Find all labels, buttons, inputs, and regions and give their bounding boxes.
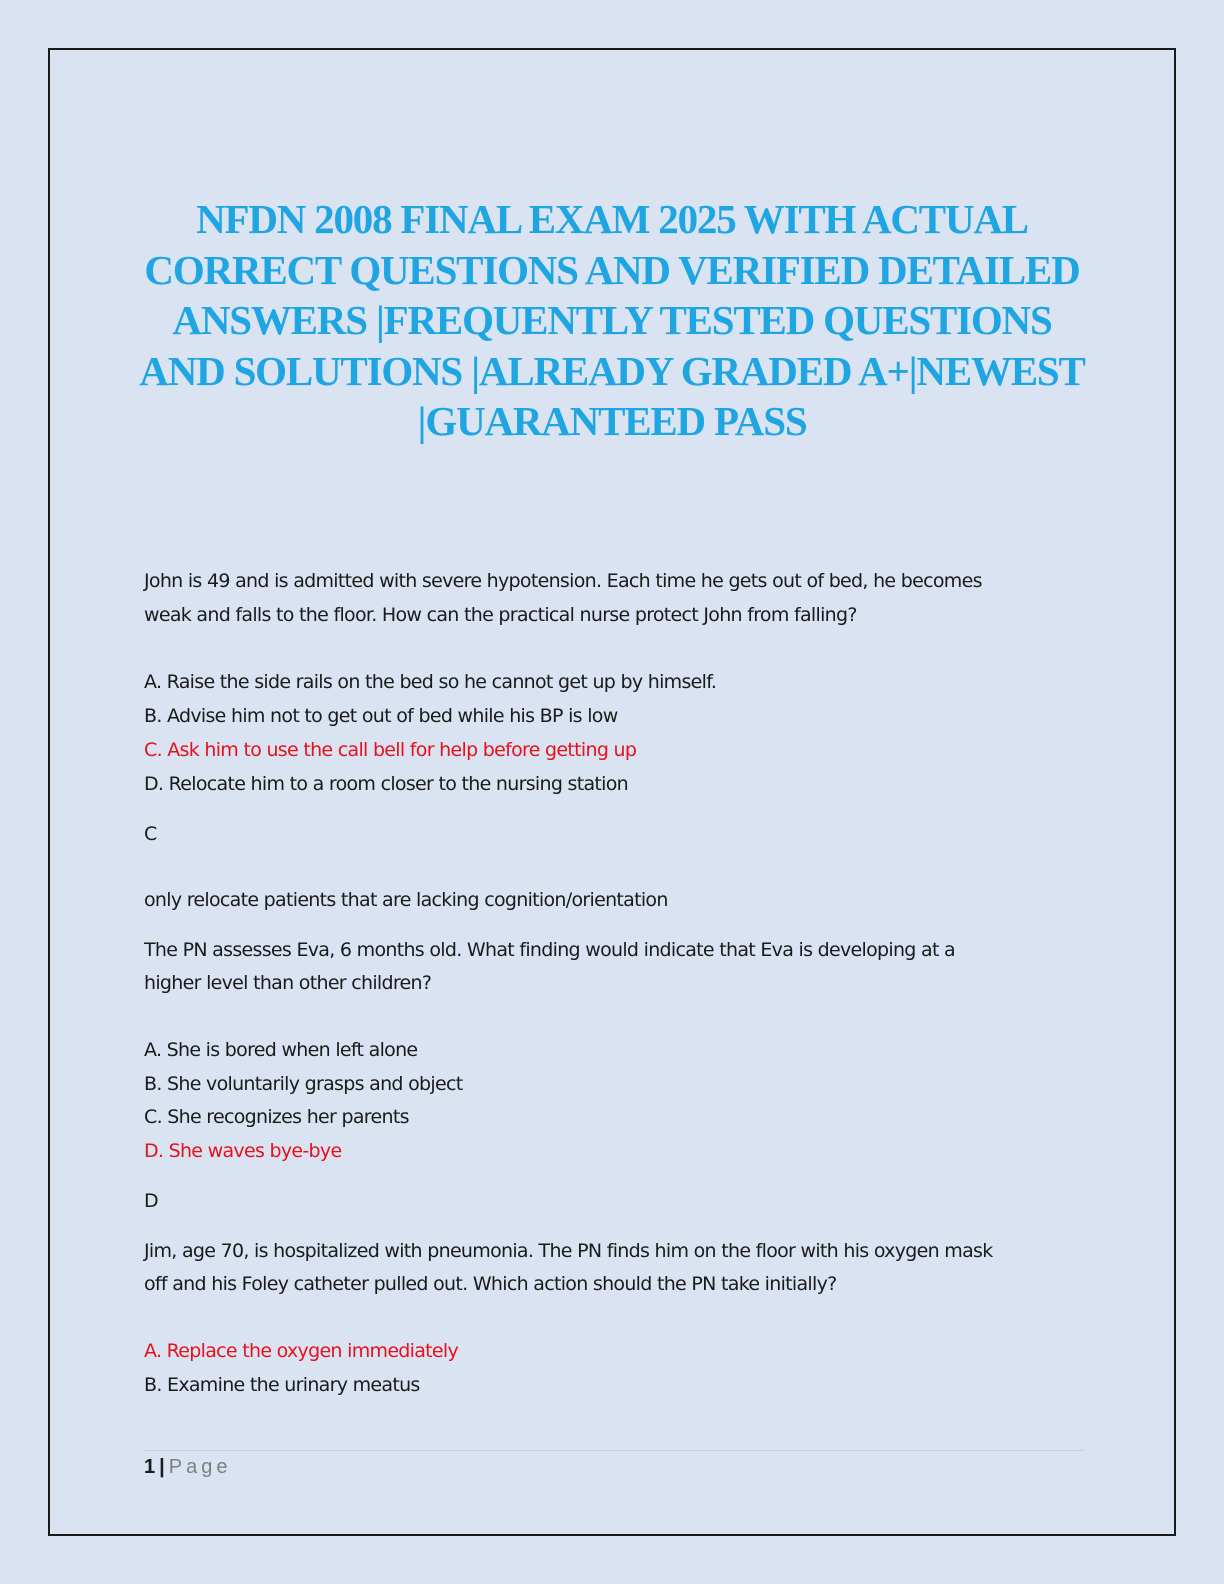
question-1-option-b: B. Advise him not to get out of bed while his BP is low: [144, 705, 618, 727]
question-3-option-b: B. Examine the urinary meatus: [144, 1374, 420, 1396]
page-number: 1: [144, 1456, 156, 1478]
question-3-stem-line-2: off and his Foley catheter pulled out. Which action should the PN take initially?: [144, 1273, 837, 1295]
question-1-option-a: A. Raise the side rails on the bed so he cannot get up by himself.: [144, 671, 717, 693]
question-2-option-a: A. She is bored when left alone: [144, 1039, 418, 1061]
page-footer: [144, 1456, 231, 1479]
question-1-option-d: D. Relocate him to a room closer to the nursing station: [144, 773, 629, 795]
document-title: NFDN 2008 FINAL EXAM 2025 WITH ACTUAL CORRECT QUESTIONS AND VERIFIED DETAILED ANSWERS |FREQUENTLY TESTED QUESTIONS AND SOLUTIONS |ALREADY GRADED A+|NEWEST |GUARANTEED PASS: [139, 196, 1085, 444]
footer-divider: [144, 1450, 1084, 1451]
question-2-option-d-correct: D. She waves bye-bye: [144, 1140, 342, 1162]
question-1-stem-line-1: John is 49 and is admitted with severe hypotension. Each time he gets out of bed, he becomes: [144, 570, 982, 592]
question-2-answer: D: [144, 1190, 158, 1212]
question-2-stem-line-2: higher level than other children?: [144, 972, 432, 994]
question-2-option-b: B. She voluntarily grasps and object: [144, 1073, 463, 1095]
page-label: Page: [168, 1456, 232, 1478]
question-1-answer: C: [144, 823, 157, 845]
question-1-stem-line-2: weak and falls to the floor. How can the practical nurse protect John from falling?: [144, 604, 857, 626]
footer-separator: |: [159, 1456, 165, 1478]
question-2-option-c: C. She recognizes her parents: [144, 1106, 409, 1128]
question-2-stem-line-1: The PN assesses Eva, 6 months old. What finding would indicate that Eva is developing at a: [144, 939, 955, 961]
question-1-option-c-correct: C. Ask him to use the call bell for help before getting up: [144, 739, 637, 761]
question-1-rationale: only relocate patients that are lacking cognition/orientation: [144, 889, 668, 911]
question-3-option-a-correct: A. Replace the oxygen immediately: [144, 1340, 459, 1362]
question-3-stem-line-1: Jim, age 70, is hospitalized with pneumonia. The PN finds him on the floor with his oxygen mask: [144, 1240, 993, 1262]
